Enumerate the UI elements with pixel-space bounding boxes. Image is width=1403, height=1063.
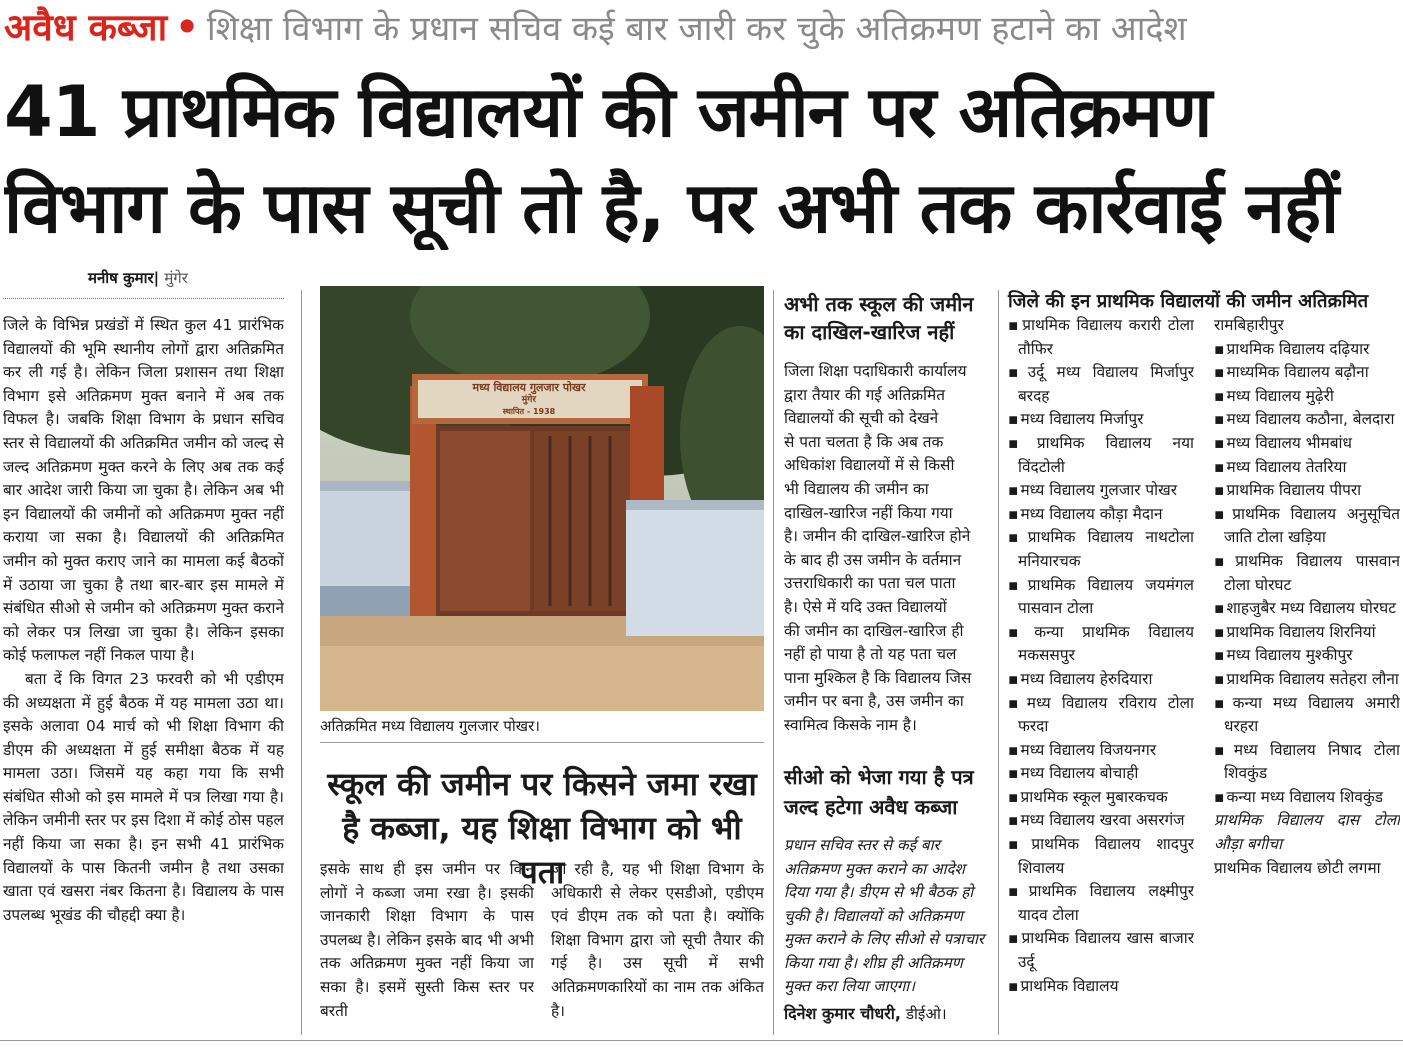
list-heading: जिले की इन प्राथमिक विद्यालयों की जमीन अतिक्रमित xyxy=(1008,291,1369,312)
column3-line: पाना मुश्किल है कि विद्यालय जिस xyxy=(784,668,972,687)
school-list-item: ▪ प्राथमिक विद्यालय xyxy=(1008,975,1194,999)
kicker-tag: अवैध कब्जा xyxy=(4,6,168,49)
caption-rule xyxy=(320,742,764,743)
sign-line3: स्थापित - 1938 xyxy=(502,407,556,416)
photo-caption: अतिक्रमित मध्य विद्यालय गुलजार पोखर। xyxy=(320,717,540,735)
school-list-item: ▪ प्राथमिक विद्यालय नाथटोला मनियारचक xyxy=(1008,526,1194,573)
school-list-item: प्राथमिक विद्यालय छोटी लगमा xyxy=(1214,858,1381,877)
school-list-item: ▪ मध्य विद्यालय मुश्कीपुर xyxy=(1214,644,1400,668)
school-list-item: ▪ मध्य विद्यालय निषाद टोला शिवकुंड xyxy=(1214,739,1400,786)
column3-line: है। जमीन की दाखिल-खारिज होने xyxy=(784,527,971,546)
byline-sep: | xyxy=(153,269,160,287)
column3-heading2: सीओ को भेजा गया है पत्र जल्द हटेगा अवैध कब्जा xyxy=(784,765,974,819)
kicker-bullet: • xyxy=(175,6,199,49)
column3-line: जमीन पर बना है, उस जमीन का xyxy=(784,692,964,711)
photo-illustration xyxy=(320,286,764,711)
school-list-item: ▪ शाहजुबैर मध्य विद्यालय घोरघट xyxy=(1214,597,1400,621)
column3-line: की जमीन का दाखिल-खारिज ही xyxy=(784,621,964,640)
school-list-item: ▪ प्राथमिक विद्यालय अनुसूचित जाति टोला खड़िया xyxy=(1214,503,1400,550)
school-list-item: ▪ कन्या मध्य विद्यालय शिवकुंड xyxy=(1214,786,1400,810)
subhead1-line1: स्कूल की जमीन पर किसने जमा रखा xyxy=(327,765,757,803)
column3-line: जिला शिक्षा पदाधिकारी कार्यालय xyxy=(784,362,967,380)
column3-line: अधिकांश विद्यालयों में से किसी xyxy=(784,456,955,475)
column3-heading: अभी तक स्कूल की जमीन का दाखिल-खारिज नहीं xyxy=(784,292,974,344)
column3-line: उत्तराधिकारी का पता चल पाता xyxy=(784,574,956,593)
column3-line: से पता चलता है कि अब तक xyxy=(784,432,944,451)
byline-author: मनीष कुमार xyxy=(88,269,154,287)
sign-text xyxy=(424,382,634,418)
school-list-item: ▪ मध्य विद्यालय तेतरिया xyxy=(1214,456,1400,480)
school-list-item: ▪ प्राथमिक स्कूल मुबारकचक xyxy=(1008,786,1194,810)
headline-line2: विभाग के पास सूची तो है, पर अभी तक कार्रवाई नहीं xyxy=(4,167,1339,249)
school-list-item: ▪ प्राथमिक विद्यालय नया विंदटोली xyxy=(1008,432,1194,479)
school-list-item: ▪ कन्या प्राथमिक विद्यालय मकससपुर xyxy=(1008,621,1194,668)
school-list-item: ▪ प्राथमिक विद्यालय शिरनियां xyxy=(1214,621,1400,645)
column2a: इसके साथ ही इस जमीन पर किन लोगों ने कब्जा जमा रखा है। इसकी जानकारी शिक्षा विभाग के पास उपलब्ध है। लेकिन इसके बाद भी अभी तक अतिक्रमण मुक्त नहीं किया जा सका है। इसमें सुस्ती किस स्तर पर बरती xyxy=(320,860,534,1020)
column3-line: विद्यालयों की सूची को देखने xyxy=(784,409,939,428)
school-list-item: ▪ प्राथमिक विद्यालय दढ़ियार xyxy=(1214,338,1400,362)
school-list-item: ▪ माध्यमिक विद्यालय बढ़ौना xyxy=(1214,361,1400,385)
school-list-item: ▪ प्राथमिक विद्यालय पासवान टोला घोरघट xyxy=(1214,550,1400,597)
school-gate-photo xyxy=(320,286,764,711)
school-list-item: ▪ कन्या मध्य विद्यालय अमारी धरहरा xyxy=(1214,692,1400,739)
byline-location: मुंगेर xyxy=(164,269,188,287)
school-list-item: ▪ मध्य विद्यालय हेरुदियारा xyxy=(1008,668,1194,692)
school-list-item: ▪ प्राथमिक विद्यालय पीपरा xyxy=(1214,479,1400,503)
school-list-item: ▪ मध्य विद्यालय बोचाही xyxy=(1008,762,1194,786)
school-list-item: ▪ मध्य विद्यालय विजयनगर xyxy=(1008,739,1194,763)
byline-rule xyxy=(3,298,284,299)
column-divider-1 xyxy=(301,290,302,1035)
column3-speaker xyxy=(784,1002,994,1024)
sign-line2: मुंगेर xyxy=(521,395,537,405)
school-list-item: ▪ प्राथमिक विद्यालय लक्ष्मीपुर यादव टोला xyxy=(1008,880,1194,927)
column1 xyxy=(3,314,284,1034)
column1-para2: बता दें कि विगत 23 फरवरी को भी एडीएम की अध्यक्षता में हुई बैठक में यह मामला उठा था। इसके अलावा 04 मार्च को भी शिक्षा विभाग की डीएम की अध्यक्षता में हुई समीक्षा बैठक में यह मामला उठा। जिसमें यह कहा गया कि सभी संबंधित सीओ को इस मामले में पत्र लिखा गया है। लेकिन जमीनी स्तर पर इस दिशा में कोई ठोस पहल नहीं किया जा सका है। इन सभी 41 प्रारंभिक विद्यालयों के पास कितनी जमीन है तथा उसका खाता एवं खसरा नंबर कितना है। विद्यालय के पास उपलब्ध भूखंड की चौहद्दी क्या है। xyxy=(3,669,284,924)
column3-quote: प्रधान सचिव स्तर से कई बार अतिक्रमण मुक्त कराने का आदेश दिया गया है। डीएम से भी बैठक हो चुकी है। विद्यालयों को अतिक्रमण मुक्त कराने के लिए सीओ से पत्राचार किया गया है। शीघ्र ही अतिक्रमण मुक्त करा लिया जाएगा। xyxy=(784,836,985,995)
headline-line1: 41 प्राथमिक विद्यालयों की जमीन पर अतिक्रमण xyxy=(4,71,1212,153)
kicker xyxy=(4,4,1400,52)
byline xyxy=(88,268,188,288)
list-left xyxy=(1008,314,1194,1034)
column-divider-2 xyxy=(773,290,774,1035)
school-list-item: प्राथमिक विद्यालय दास टोला औड़ा बगीचा xyxy=(1214,811,1400,854)
column2b: जा रही है, यह भी शिक्षा विभाग के अधिकारी से लेकर एसडीओ, एडीएम एवं डीएम तक को पता है। क्योंकि शिक्षा विभाग द्वारा जो सूची तैयार की गई है। उस सूची में सभी अतिक्रमणकारियों का नाम तक अंकित है। xyxy=(551,860,764,1020)
subhead1-line2: है कब्जा, यह शिक्षा विभाग को भी पता xyxy=(342,809,742,891)
school-list-item: ▪ मध्य विद्यालय रविराय टोला फरदा xyxy=(1008,692,1194,739)
column1-para1: जिले के विभिन्न प्रखंडों में स्थित कुल 41 प्रारंभिक विद्यालयों की भूमि स्थानीय लोगों द्वारा अतिक्रमित कर ली गई है। लेकिन जिला प्रशासन तथा शिक्षा विभाग इसे अतिक्रमण मुक्त बनाने में अब तक विफल है। जबकि शिक्षा विभाग के प्रधान सचिव स्तर से विद्यालयों की अतिक्रमित जमीन को जल्द से जल्द अतिक्रमण मुक्त करने के लिए अब तक कई बार आदेश जारी किया जा चुका है। लेकिन अब भी इन विद्यालयों की जमीनों को अतिक्रमण मुक्त नहीं कराया जा सका है। विद्यालयों की अतिक्रमित जमीन को मुक्त कराए जाने का मामला कई बैठकों में उठाया जा चुका है तथा बार-बार इस मामले में संबंधित सीओ से जमीन को अतिक्रमण मुक्त कराने को लेकर पत्र लिखा जा चुका है। लेकिन इसका कोई फलाफल नहीं निकल पाया है। xyxy=(3,316,284,665)
school-list-item: ▪ मध्य विद्यालय मिर्जापुर xyxy=(1008,408,1194,432)
speaker-name: दिनेश कुमार चौधरी, xyxy=(784,1004,901,1023)
bottom-rule xyxy=(0,1040,1403,1041)
school-list-item: ▪ मध्य विद्यालय मुढ़ेरी xyxy=(1214,385,1400,409)
speaker-title: डीईओ। xyxy=(905,1005,947,1023)
school-list-item: ▪ मध्य विद्यालय कठौना, बेलदारा xyxy=(1214,408,1400,432)
column3-line: द्वारा तैयार की गई अतिक्रमित xyxy=(784,385,945,404)
school-list-item: ▪ प्राथमिक विद्यालय करारी टोला तौफिर xyxy=(1008,314,1194,361)
school-list-item: रामबिहारीपुर xyxy=(1214,316,1284,334)
column3-line: स्वामित्व किसके नाम है। xyxy=(784,715,917,734)
school-list-item: ▪ प्राथमिक विद्यालय शादपुर शिवालय xyxy=(1008,833,1194,880)
column3-line: नहीं हो पाया है तो यह पता चल xyxy=(784,645,957,664)
school-list-item: ▪ मध्य विद्यालय खरवा असरगंज xyxy=(1008,809,1194,833)
school-list-item: ▪ मध्य विद्यालय भीमबांध xyxy=(1214,432,1400,456)
school-list-item: ▪ प्राथमिक विद्यालय जयमंगल पासवान टोला xyxy=(1008,574,1194,621)
school-list-item: ▪ प्राथमिक विद्यालय सतेहरा लौना xyxy=(1214,668,1400,692)
school-list-item: ▪ मध्य विद्यालय कौड़ा मैदान xyxy=(1008,503,1194,527)
column3-line: है। ऐसे में यदि उक्त विद्यालयों xyxy=(784,597,947,616)
school-list-item: ▪ मध्य विद्यालय गुलजार पोखर xyxy=(1008,479,1194,503)
column3-line: भी विद्यालय की जमीन का xyxy=(784,479,929,498)
column-divider-3 xyxy=(998,290,999,1035)
kicker-text: शिक्षा विभाग के प्रधान सचिव कई बार जारी कर चुके अतिक्रमण हटाने का आदेश xyxy=(206,9,1187,49)
list-right xyxy=(1214,314,1400,1034)
column3-text xyxy=(784,360,990,740)
school-list-item: ▪ उर्दू मध्य विद्यालय मिर्जापुर बरदह xyxy=(1008,361,1194,408)
sign-line1: मध्य विद्यालय गुलजार पोखर xyxy=(472,381,586,394)
column3-line: के बाद ही उस जमीन के वर्तमान xyxy=(784,550,962,569)
school-list-item: ▪ प्राथमिक विद्यालय खास बाजार उर्दू xyxy=(1008,927,1194,974)
column3-line: दाखिल-खारिज नहीं किया गया xyxy=(784,503,953,522)
